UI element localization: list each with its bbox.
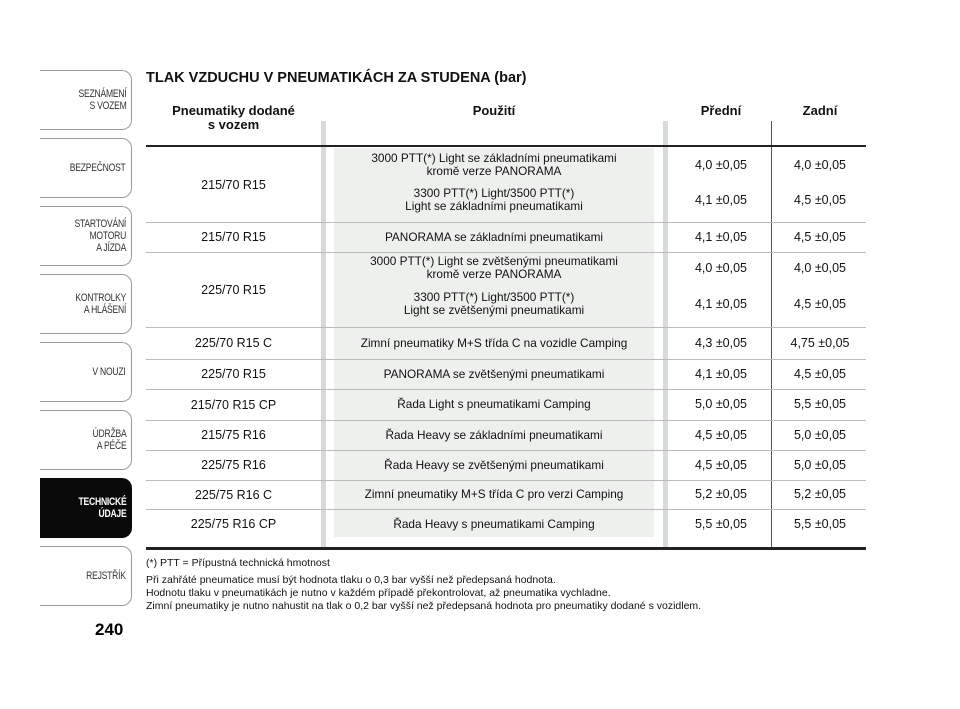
header-use: Použití: [472, 103, 516, 118]
tab-startovani[interactable]: [40, 206, 132, 266]
use-cell: Řada Heavy s pneumatikami Camping: [393, 516, 595, 531]
title-unit: (bar): [494, 70, 527, 86]
rear-pressure-cell: 4,75 ±0,05: [790, 336, 850, 350]
use-cell: 3300 PTT(*) Light/3500 PTT(*) Light se základními pneumatikami: [405, 186, 583, 213]
use-cell: Řada Light s pneumatikami Camping: [397, 396, 591, 411]
rear-pressure-cell: 4,0 ±0,05: [793, 261, 847, 275]
page-number: 240: [95, 620, 124, 639]
tyre-size-cell: 225/75 R16: [201, 458, 266, 472]
use-cell: Zimní pneumatiky M+S třída C na vozidle Camping: [360, 335, 628, 350]
tab-label: TECHNICKÉ ÚDAJE: [78, 496, 126, 520]
table-row: [146, 450, 866, 480]
front-pressure-cell: 5,5 ±0,05: [694, 517, 748, 531]
tab-udrzba[interactable]: [40, 410, 132, 470]
tab-v-nouzi[interactable]: [40, 342, 132, 402]
table-row: [146, 327, 866, 359]
bottom-rule: [146, 547, 866, 550]
front-pressure-cell: 5,2 ±0,05: [694, 487, 748, 501]
note-line: Při zahřáté pneumatice musí být hodnota tlaku o 0,3 bar vyšší než předepsaná hodnota.: [146, 574, 556, 586]
use-cell: 3300 PTT(*) Light/3500 PTT(*) Light se zvětšenými pneumatikami: [403, 290, 585, 317]
table-row: [146, 509, 866, 538]
chapter-tabs: [40, 70, 132, 614]
rear-pressure-cell: 4,5 ±0,05: [793, 193, 847, 207]
rear-pressure-cell: 4,5 ±0,05: [793, 297, 847, 311]
header-rear: Zadní: [802, 103, 838, 118]
front-pressure-cell: 4,0 ±0,05: [694, 158, 748, 172]
front-pressure-cell: 4,1 ±0,05: [694, 367, 748, 381]
front-pressure-cell: 4,5 ±0,05: [694, 428, 748, 442]
use-cell: Řada Heavy se základními pneumatikami: [385, 427, 603, 442]
header-front: Přední: [700, 103, 742, 118]
tab-bezpecnost[interactable]: [40, 138, 132, 198]
tab-label: SEZNÁMENÍ S VOZEM: [78, 88, 126, 112]
tyre-size-cell: 215/70 R15: [201, 230, 266, 244]
use-cell: PANORAMA se zvětšenými pneumatikami: [383, 366, 605, 381]
front-pressure-cell: 4,1 ±0,05: [694, 193, 748, 207]
tyre-size-cell: 225/70 R15 C: [194, 336, 273, 350]
header-tyres: Pneumatiky dodané s vozem: [172, 103, 295, 132]
rear-pressure-cell: 5,0 ±0,05: [793, 458, 847, 472]
use-cell: 3000 PTT(*) Light se zvětšenými pneumatikami kromě verze PANORAMA: [370, 254, 618, 281]
tab-label: KONTROLKY A HLÁŠENÍ: [75, 292, 126, 316]
rear-pressure-cell: 4,5 ±0,05: [793, 367, 847, 381]
rear-pressure-cell: 5,5 ±0,05: [793, 517, 847, 531]
tyre-size-cell: 215/70 R15: [201, 178, 266, 192]
use-cell: Zimní pneumatiky M+S třída C pro verzi Camping: [364, 486, 624, 501]
table-row: [146, 222, 866, 252]
header-rule: [146, 145, 866, 147]
tyre-size-cell: 215/70 R15 CP: [190, 397, 277, 412]
front-pressure-cell: 4,0 ±0,05: [694, 261, 748, 275]
tyre-pressure-table: [146, 104, 866, 550]
tyre-size-cell: 225/70 R15: [201, 367, 266, 381]
tyre-size-cell: 215/75 R16: [201, 428, 266, 442]
table-row: [146, 480, 866, 509]
rear-pressure-cell: 5,5 ±0,05: [793, 397, 847, 411]
tab-label: BEZPEČNOST: [70, 162, 126, 174]
tab-label: V NOUZI: [92, 366, 126, 378]
tab-seznameni[interactable]: [40, 70, 132, 130]
page-title: [146, 70, 527, 86]
note-line: Hodnotu tlaku v pneumatikách je nutno v každém případě překontrolovat, až pneumatika vychladne.: [146, 587, 611, 599]
use-cell: 3000 PTT(*) Light se základními pneumatikami kromě verze PANORAMA: [371, 151, 617, 178]
notes: [146, 557, 886, 613]
table-row: [146, 148, 866, 222]
rear-pressure-cell: 5,2 ±0,05: [793, 487, 847, 501]
use-cell: Řada Heavy se zvětšenými pneumatikami: [384, 457, 604, 472]
front-pressure-cell: 4,3 ±0,05: [694, 336, 748, 350]
title-text: TLAK VZDUCHU V PNEUMATIKÁCH ZA STUDENA: [146, 70, 491, 86]
tyre-size-cell: 225/75 R16 C: [194, 487, 273, 502]
table-row: [146, 359, 866, 389]
table-row: [146, 389, 866, 420]
use-cell: PANORAMA se základními pneumatikami: [384, 229, 604, 244]
rear-pressure-cell: 5,0 ±0,05: [793, 428, 847, 442]
front-pressure-cell: 4,5 ±0,05: [694, 458, 748, 472]
front-pressure-cell: 4,1 ±0,05: [694, 297, 748, 311]
table-row: [146, 252, 866, 327]
front-pressure-cell: 4,1 ±0,05: [694, 230, 748, 244]
tab-technicke-udaje[interactable]: [40, 478, 132, 538]
tab-kontrolky[interactable]: [40, 274, 132, 334]
tab-label: ÚDRŽBA A PÉČE: [92, 428, 126, 452]
rear-pressure-cell: 4,0 ±0,05: [793, 158, 847, 172]
table-row: [146, 420, 866, 450]
tab-label: REJSTŘÍK: [86, 570, 126, 582]
front-pressure-cell: 5,0 ±0,05: [694, 397, 748, 411]
tab-rejstrik[interactable]: [40, 546, 132, 606]
tyre-size-cell: 225/75 R16 CP: [190, 516, 277, 531]
note-line: Zimní pneumatiky je nutno nahustit na tlak o 0,2 bar vyšší než předepsaná hodnota pro pneumatiky dodané s vozidlem.: [146, 600, 702, 612]
rear-pressure-cell: 4,5 ±0,05: [793, 230, 847, 244]
tab-label: STARTOVÁNÍ MOTORU A JÍZDA: [74, 218, 126, 254]
footnote-ptt: (*) PTT = Přípustná technická hmotnost: [146, 557, 330, 569]
tyre-size-cell: 225/70 R15: [201, 282, 266, 297]
